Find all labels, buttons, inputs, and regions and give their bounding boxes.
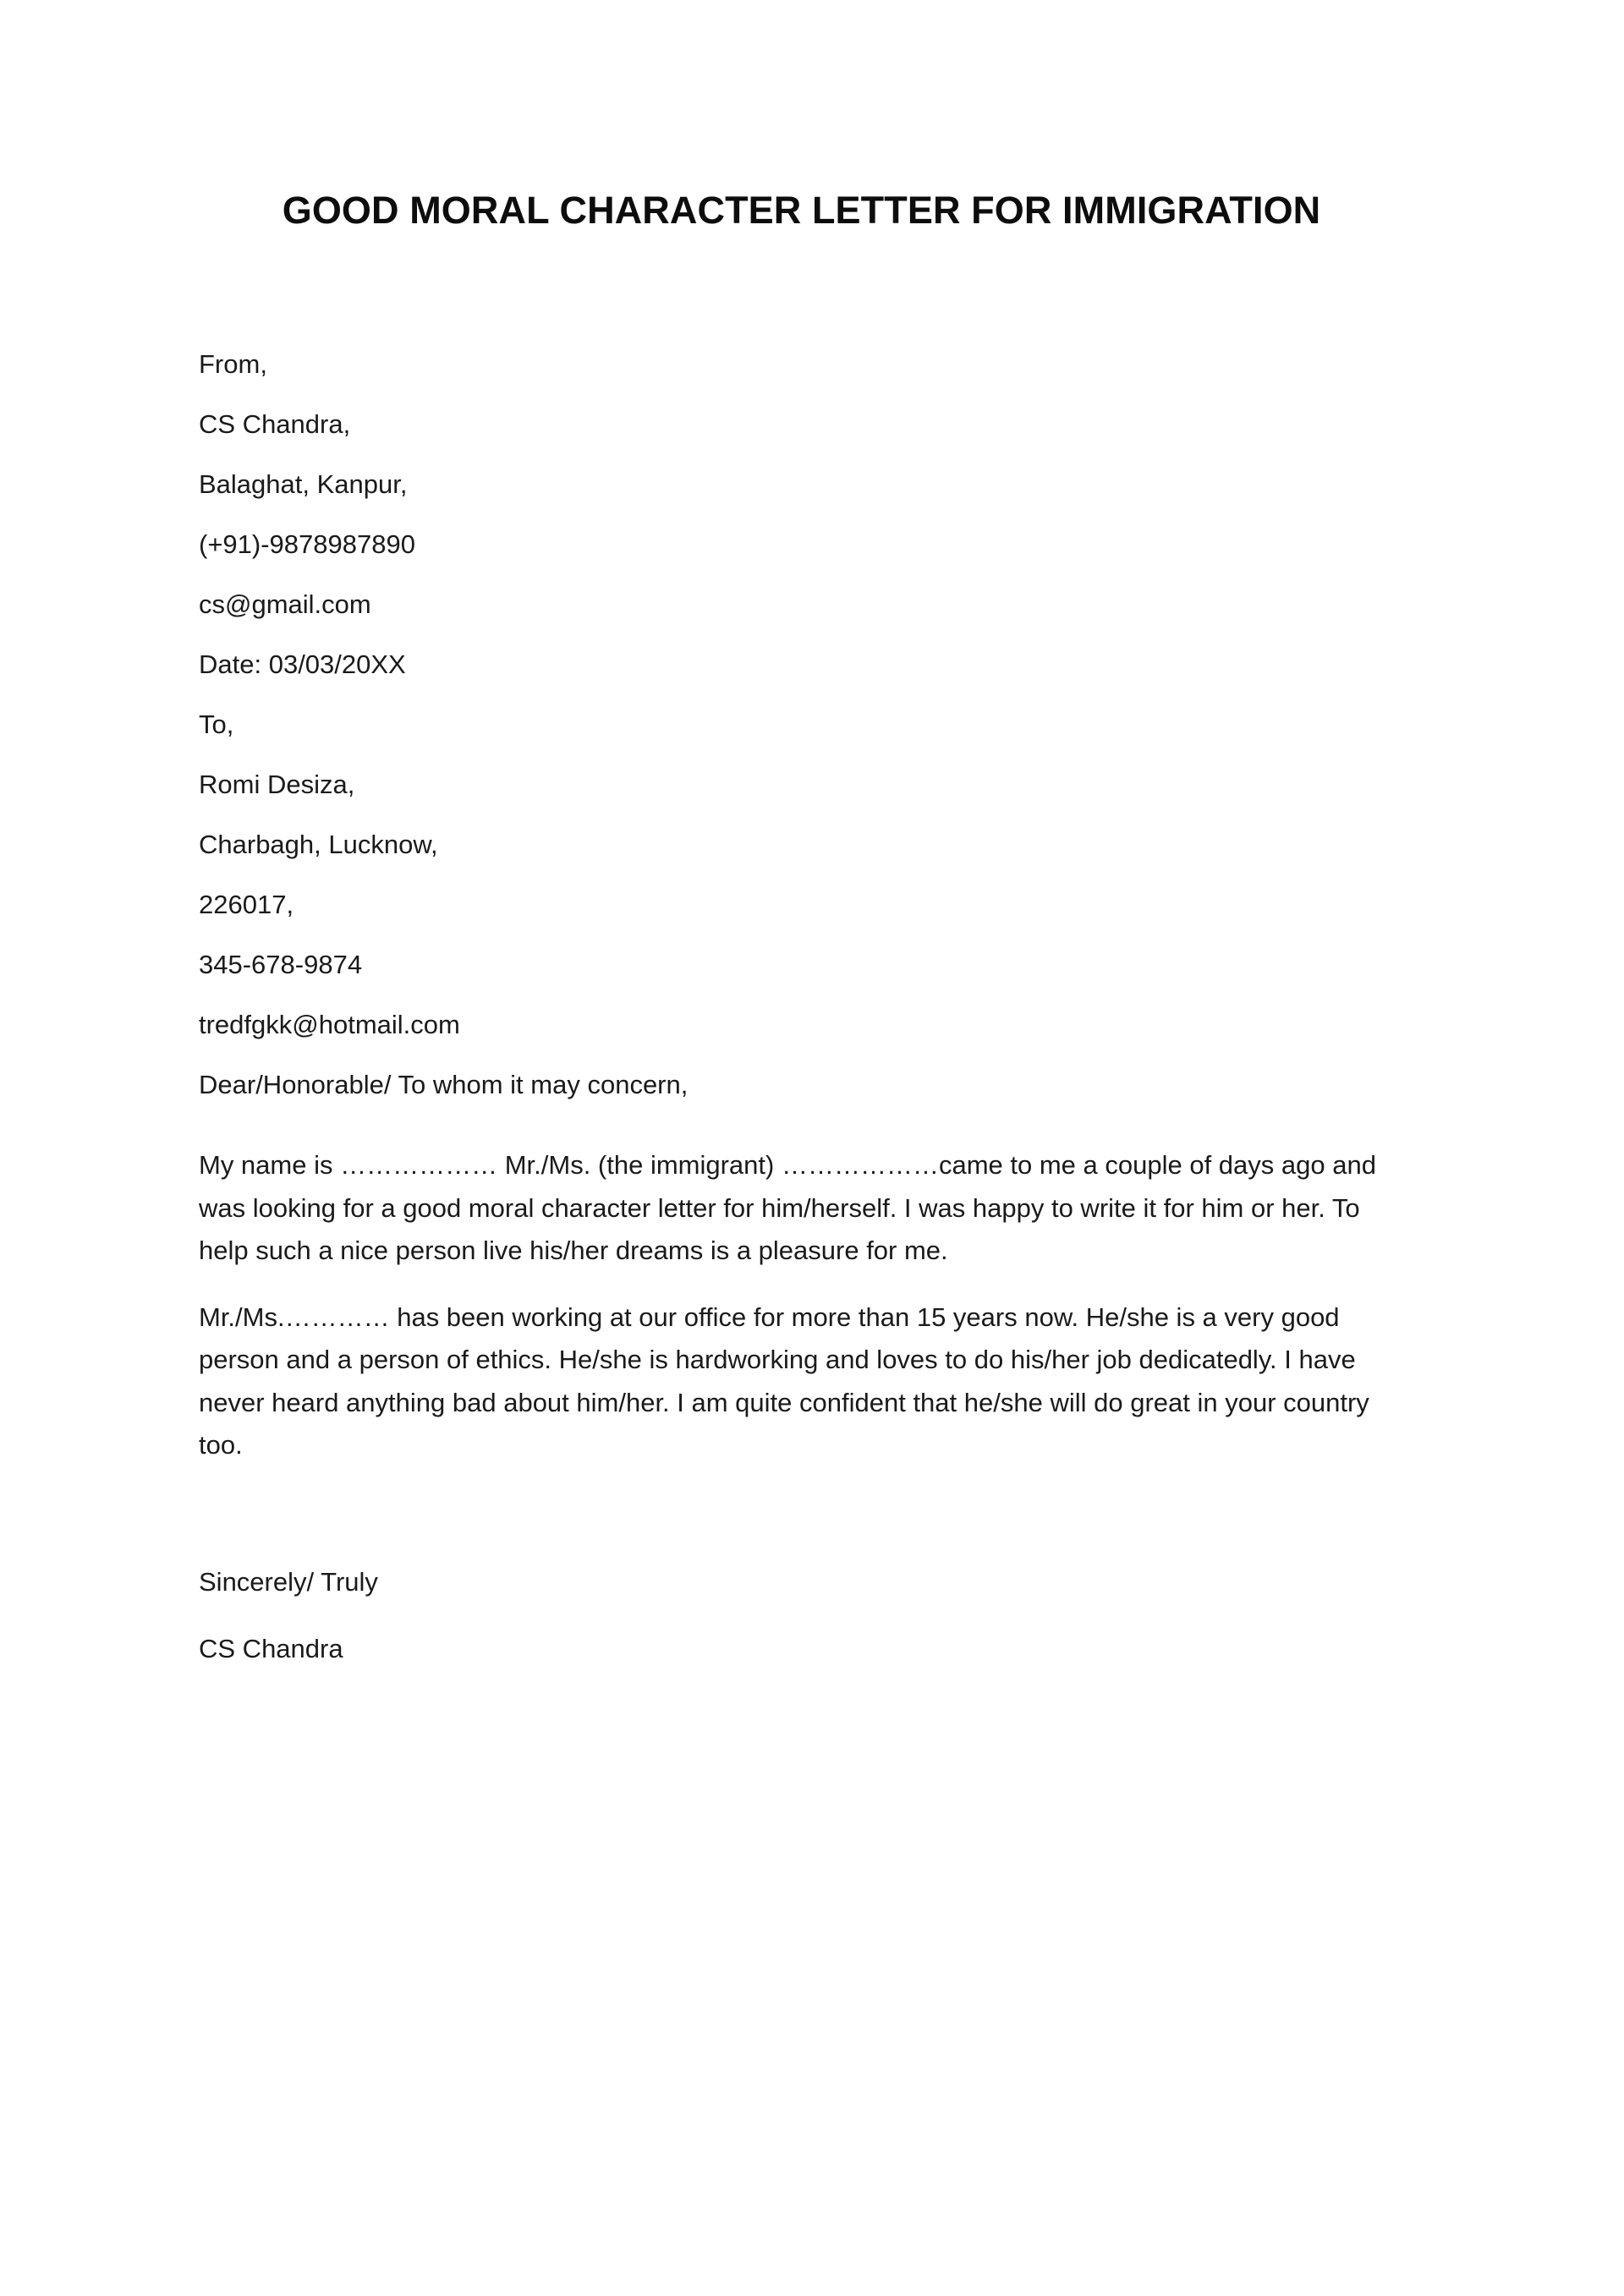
- recipient-name: Romi Desiza,: [199, 770, 355, 799]
- recipient-phone: 345-678-9874: [199, 950, 363, 979]
- letter-content: [199, 0, 1404, 1662]
- page-title: GOOD MORAL CHARACTER LETTER FOR IMMIGRATION: [282, 189, 1321, 232]
- recipient-email: tredfgkk@hotmail.com: [199, 1010, 460, 1039]
- sender-address-block: [199, 351, 1404, 617]
- salutation-line: Dear/Honorable/ To whom it may concern,: [199, 1070, 689, 1099]
- body-paragraph: My name is ……………… Mr./Ms. (the immigrant) ………………came to me a couple of days ago and was looking for a good moral character letter for him/herself. I was happy to write it for him or her. To help such a nice person live his/her dreams is a pleasure for me.: [199, 1150, 1376, 1266]
- recipient-address-block: [199, 711, 1404, 1038]
- letter-body: [199, 1144, 1404, 1467]
- sender-heading: From,: [199, 349, 267, 379]
- closing-salutation: Sincerely/ Truly: [199, 1566, 378, 1597]
- recipient-postal-code: 226017,: [199, 890, 294, 919]
- recipient-address: Charbagh, Lucknow,: [199, 830, 438, 859]
- date-block: [199, 651, 1404, 677]
- sender-name: CS Chandra,: [199, 409, 351, 439]
- closing-block: [199, 1566, 1404, 1663]
- date-line: Date: 03/03/20XX: [199, 649, 406, 679]
- body-paragraph: Mr./Ms.………… has been working at our office for more than 15 years now. He/she is a very good person and a person of ethics. He/she is hardworking and loves to do his/her job dedicatedly. I have never heard anything bad about him/her. I am quite confident that he/she will do great in your country too.: [199, 1301, 1369, 1460]
- signature-name: CS Chandra: [199, 1633, 343, 1663]
- sender-email: cs@gmail.com: [199, 589, 371, 619]
- salutation-block: [199, 1071, 1404, 1098]
- sender-phone: (+91)-9878987890: [199, 529, 415, 559]
- recipient-heading: To,: [199, 710, 234, 739]
- sender-address: Balaghat, Kanpur,: [199, 469, 408, 499]
